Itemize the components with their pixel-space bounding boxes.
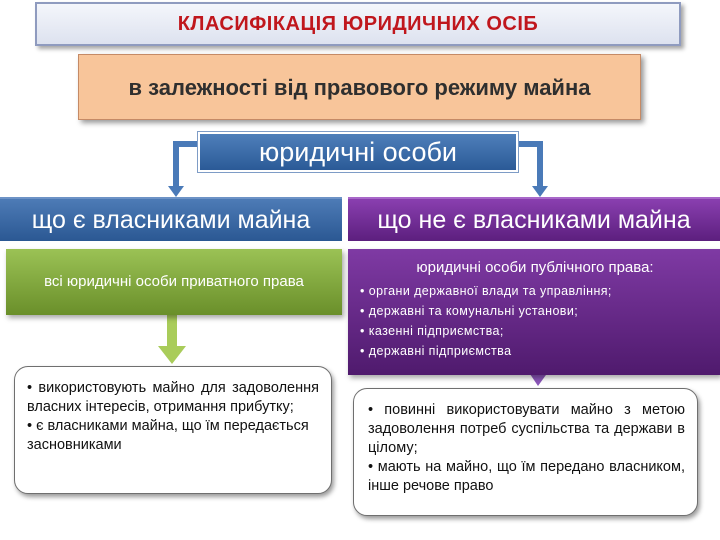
note-item: • використовують майно для задоволення власних інтересів, отримання прибутку;: [27, 380, 319, 415]
left-connector-arrowhead: [168, 186, 184, 197]
root-node: юридичні особи: [198, 132, 518, 172]
right-category-heading: що не є власниками майна: [348, 197, 720, 241]
diagram-title: КЛАСИФІКАЦІЯ ЮРИДИЧНИХ ОСІБ: [35, 2, 681, 46]
right-connector-arrow: [516, 144, 540, 188]
left-property-note: [14, 366, 332, 494]
note-item: • мають на майно, що їм передано власником, інше речове право: [368, 459, 685, 494]
list-item: • державні та комунальні установи;: [360, 301, 710, 321]
note-item: • повинні використовувати майно з метою задоволення потреб суспільства та держави в цілому;: [368, 402, 685, 456]
classification-criterion: в залежності від правового режиму майна: [78, 54, 641, 120]
left-down-arrowhead: [158, 346, 186, 364]
left-category-heading: що є власниками майна: [0, 197, 342, 241]
left-category-description: всі юридичні особи приватного права: [6, 249, 342, 315]
list-item: • казенні підприємства;: [360, 321, 710, 341]
note-item: • є власниками майна, що їм передається засновниками: [27, 418, 309, 453]
public-entity-list: [360, 281, 710, 361]
right-connector-arrowhead: [532, 186, 548, 197]
left-connector-arrow: [176, 144, 200, 188]
list-item: • державні підприємства: [360, 341, 710, 361]
right-property-note: [353, 388, 698, 516]
right-category-description: [348, 249, 720, 375]
right-description-heading: юридичні особи публічного права:: [416, 259, 654, 276]
list-item: • органи державної влади та управління;: [360, 281, 710, 301]
